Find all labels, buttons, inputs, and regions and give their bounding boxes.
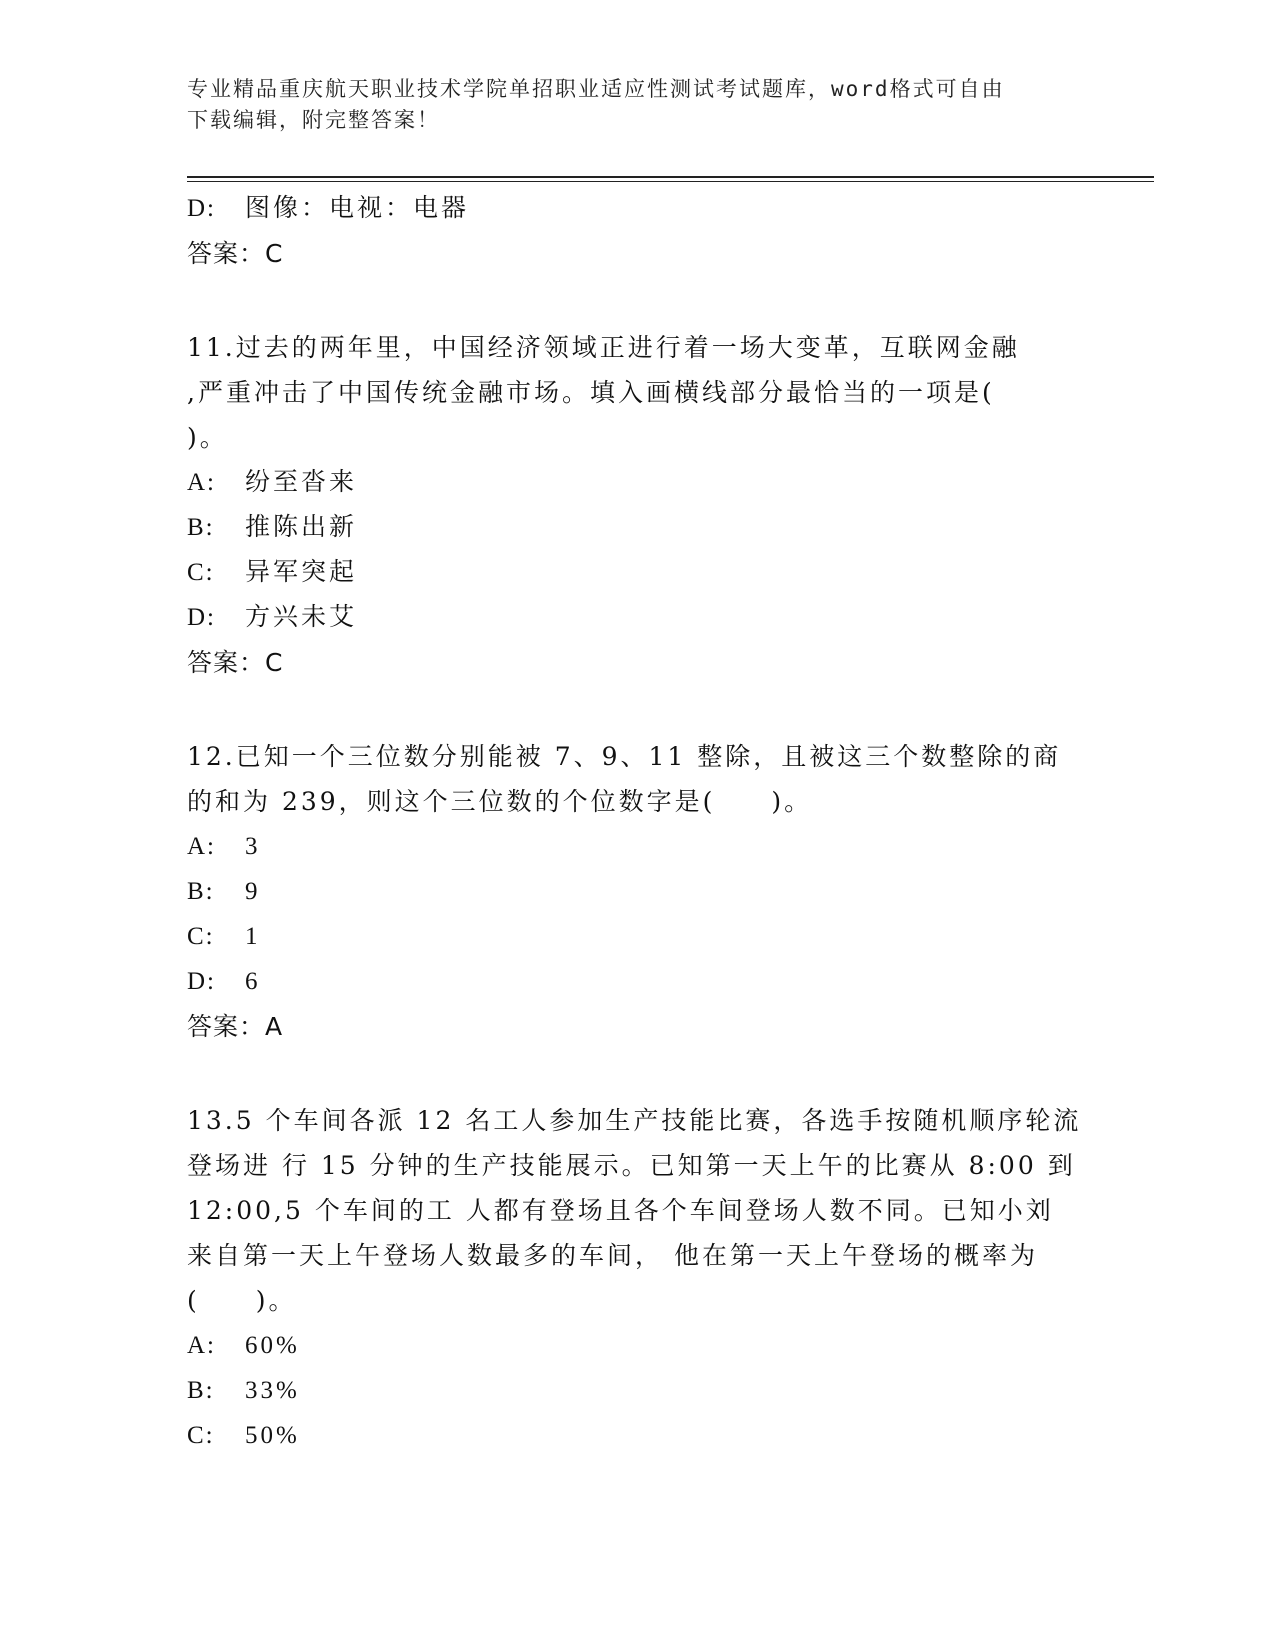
header-divider-thin — [187, 181, 1154, 182]
option-text: 图像：电视：电器 — [245, 195, 470, 222]
option-label: D: — [187, 604, 216, 631]
question-11-stem — [187, 325, 1087, 460]
spacer — [187, 276, 1087, 325]
option-text: 60% — [245, 1332, 300, 1359]
option-label: A: — [187, 1332, 216, 1359]
q12-option-c — [187, 914, 1087, 959]
stem-line: 登场进 行 15 分钟的生产技能展示。已知第一天上午的比赛从 8:00 到 — [187, 1151, 1076, 1180]
option-label: C: — [187, 1422, 215, 1449]
question-13-stem — [187, 1098, 1087, 1323]
option-label: B: — [187, 1377, 215, 1404]
option-text: 方兴未艾 — [245, 604, 358, 631]
stem-line: ( )。 — [187, 1286, 297, 1315]
option-text: 6 — [245, 968, 261, 995]
question-12-stem — [187, 734, 1087, 824]
header-line-1: 专业精品重庆航天职业技术学院单招职业适应性测试考试题库，word格式可自由 — [187, 77, 1005, 101]
option-label: A: — [187, 833, 216, 860]
q13-option-c — [187, 1413, 1087, 1458]
stem-line: ,严重冲击了中国传统金融市场。填入画横线部分最恰当的一项是( — [187, 378, 995, 407]
q11-option-d — [187, 595, 1087, 640]
q11-option-c — [187, 550, 1087, 595]
header-line-2: 下载编辑，附完整答案！ — [187, 108, 440, 132]
option-text: 3 — [245, 833, 261, 860]
option-label: D: — [187, 968, 216, 995]
spacer — [187, 685, 1087, 734]
option-text: 推陈出新 — [245, 514, 358, 541]
q12-option-a — [187, 824, 1087, 869]
option-text: 50% — [245, 1422, 300, 1449]
option-label: A: — [187, 469, 216, 496]
option-label: B: — [187, 878, 215, 905]
q12-option-b — [187, 869, 1087, 914]
option-label: C: — [187, 559, 215, 586]
option-label: C: — [187, 923, 215, 950]
q11-option-b — [187, 505, 1087, 550]
q12-option-d — [187, 959, 1087, 1004]
option-label: B: — [187, 514, 215, 541]
stem-line: )。 — [187, 423, 228, 452]
q12-answer: 答案：A — [187, 1012, 284, 1041]
page-header — [187, 74, 1087, 136]
stem-line: 来自第一天上午登场人数最多的车间， 他在第一天上午登场的概率为 — [187, 1241, 1038, 1270]
option-text: 异军突起 — [245, 559, 358, 586]
option-text: 1 — [245, 923, 261, 950]
spacer — [187, 1049, 1087, 1098]
stem-line: 12:00,5 个车间的工 人都有登场且各个车间登场人数不同。已知小刘 — [187, 1196, 1054, 1225]
prev-option-d — [187, 186, 1087, 231]
option-text: 33% — [245, 1377, 300, 1404]
option-text: 纷至沓来 — [245, 469, 358, 496]
stem-line: 13.5 个车间各派 12 名工人参加生产技能比赛，各选手按随机顺序轮流 — [187, 1106, 1082, 1135]
question-content — [187, 186, 1087, 1458]
q13-option-b — [187, 1368, 1087, 1413]
stem-line: 12.已知一个三位数分别能被 7、9、11 整除，且被这三个数整除的商 — [187, 742, 1062, 771]
q13-option-a — [187, 1323, 1087, 1368]
stem-line: 11.过去的两年里，中国经济领域正进行着一场大变革，互联网金融 — [187, 333, 1020, 362]
q11-answer: 答案：C — [187, 648, 284, 677]
option-text: 9 — [245, 878, 261, 905]
q11-option-a — [187, 460, 1087, 505]
stem-line: 的和为 239，则这个三位数的个位数字是( )。 — [187, 787, 813, 816]
prev-answer: 答案：C — [187, 239, 284, 268]
header-divider-thick — [187, 176, 1154, 178]
option-label: D: — [187, 195, 216, 222]
